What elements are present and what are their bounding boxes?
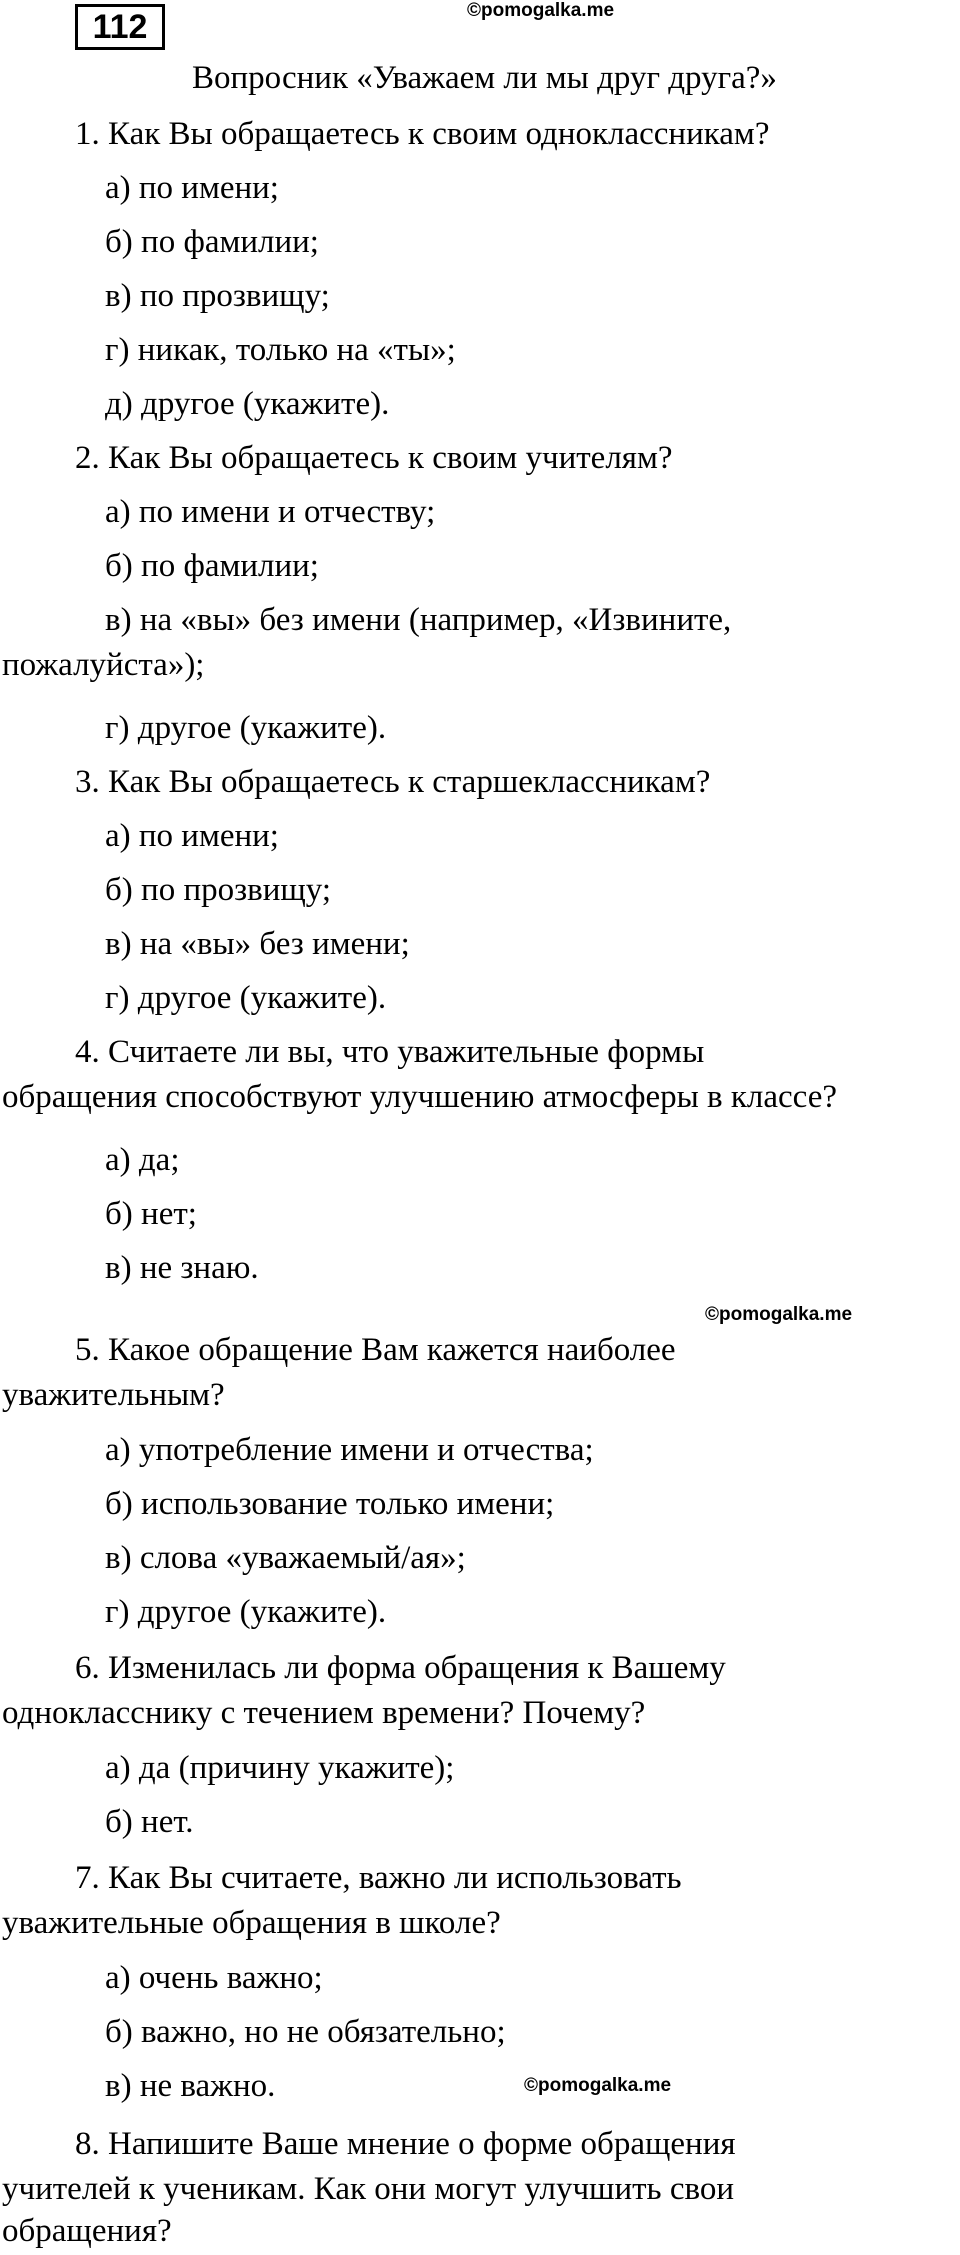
question-2: 2. Как Вы обращаетесь к своим учителям?: [75, 440, 673, 476]
question-8-cont-2: обращения?: [2, 2213, 172, 2249]
question-8-cont: учителей к ученикам. Как они могут улучшить свои: [2, 2171, 734, 2207]
question-4-cont: обращения способствуют улучшению атмосферы в классе?: [2, 1079, 838, 1115]
option-1b: б) по фамилии;: [105, 224, 319, 260]
option-4a: а) да;: [105, 1142, 180, 1178]
option-3c: в) на «вы» без имени;: [105, 926, 410, 962]
option-1c: в) по прозвищу;: [105, 278, 330, 314]
page-title: Вопросник «Уважаем ли мы друг друга?»: [192, 60, 777, 96]
question-5-cont: уважительным?: [2, 1377, 225, 1413]
question-6: 6. Изменилась ли форма обращения к Вашему: [75, 1650, 726, 1686]
option-7a: а) очень важно;: [105, 1960, 323, 1996]
option-4b: б) нет;: [105, 1196, 197, 1232]
option-6a: а) да (причину укажите);: [105, 1750, 455, 1786]
option-3d: г) другое (укажите).: [105, 980, 387, 1016]
option-7c: в) не важно.: [105, 2068, 276, 2104]
question-4: 4. Считаете ли вы, что уважительные формы: [75, 1034, 705, 1070]
watermark: ©pomogalka.me: [524, 2075, 672, 2096]
option-2b: б) по фамилии;: [105, 548, 319, 584]
watermark: ©pomogalka.me: [705, 1304, 853, 1325]
question-6-cont: однокласснику с течением времени? Почему?: [2, 1695, 646, 1731]
option-5c: в) слова «уважаемый/ая»;: [105, 1540, 466, 1576]
option-6b: б) нет.: [105, 1804, 194, 1840]
option-5b: б) использование только имени;: [105, 1486, 555, 1522]
question-3: 3. Как Вы обращаетесь к старшеклассникам?: [75, 764, 711, 800]
option-2c: в) на «вы» без имени (например, «Извините,: [105, 602, 732, 638]
exercise-number: 112: [75, 4, 165, 50]
question-5: 5. Какое обращение Вам кажется наиболее: [75, 1332, 676, 1368]
option-2d: г) другое (укажите).: [105, 710, 387, 746]
option-1e: д) другое (укажите).: [105, 386, 390, 422]
question-1: 1. Как Вы обращаетесь к своим одноклассникам?: [75, 116, 770, 152]
question-7-cont: уважительные обращения в школе?: [2, 1905, 501, 1941]
question-7: 7. Как Вы считаете, важно ли использовать: [75, 1860, 682, 1896]
option-5a: а) употребление имени и отчества;: [105, 1432, 594, 1468]
option-1d: г) никак, только на «ты»;: [105, 332, 456, 368]
option-2a: а) по имени и отчеству;: [105, 494, 436, 530]
option-3a: а) по имени;: [105, 818, 279, 854]
option-2c-cont: пожалуйста»);: [2, 647, 205, 683]
option-1a: а) по имени;: [105, 170, 279, 206]
option-4c: в) не знаю.: [105, 1250, 259, 1286]
watermark: ©pomogalka.me: [467, 0, 615, 21]
option-5d: г) другое (укажите).: [105, 1594, 387, 1630]
question-8: 8. Напишите Ваше мнение о форме обращения: [75, 2126, 736, 2162]
option-7b: б) важно, но не обязательно;: [105, 2014, 506, 2050]
option-3b: б) по прозвищу;: [105, 872, 332, 908]
